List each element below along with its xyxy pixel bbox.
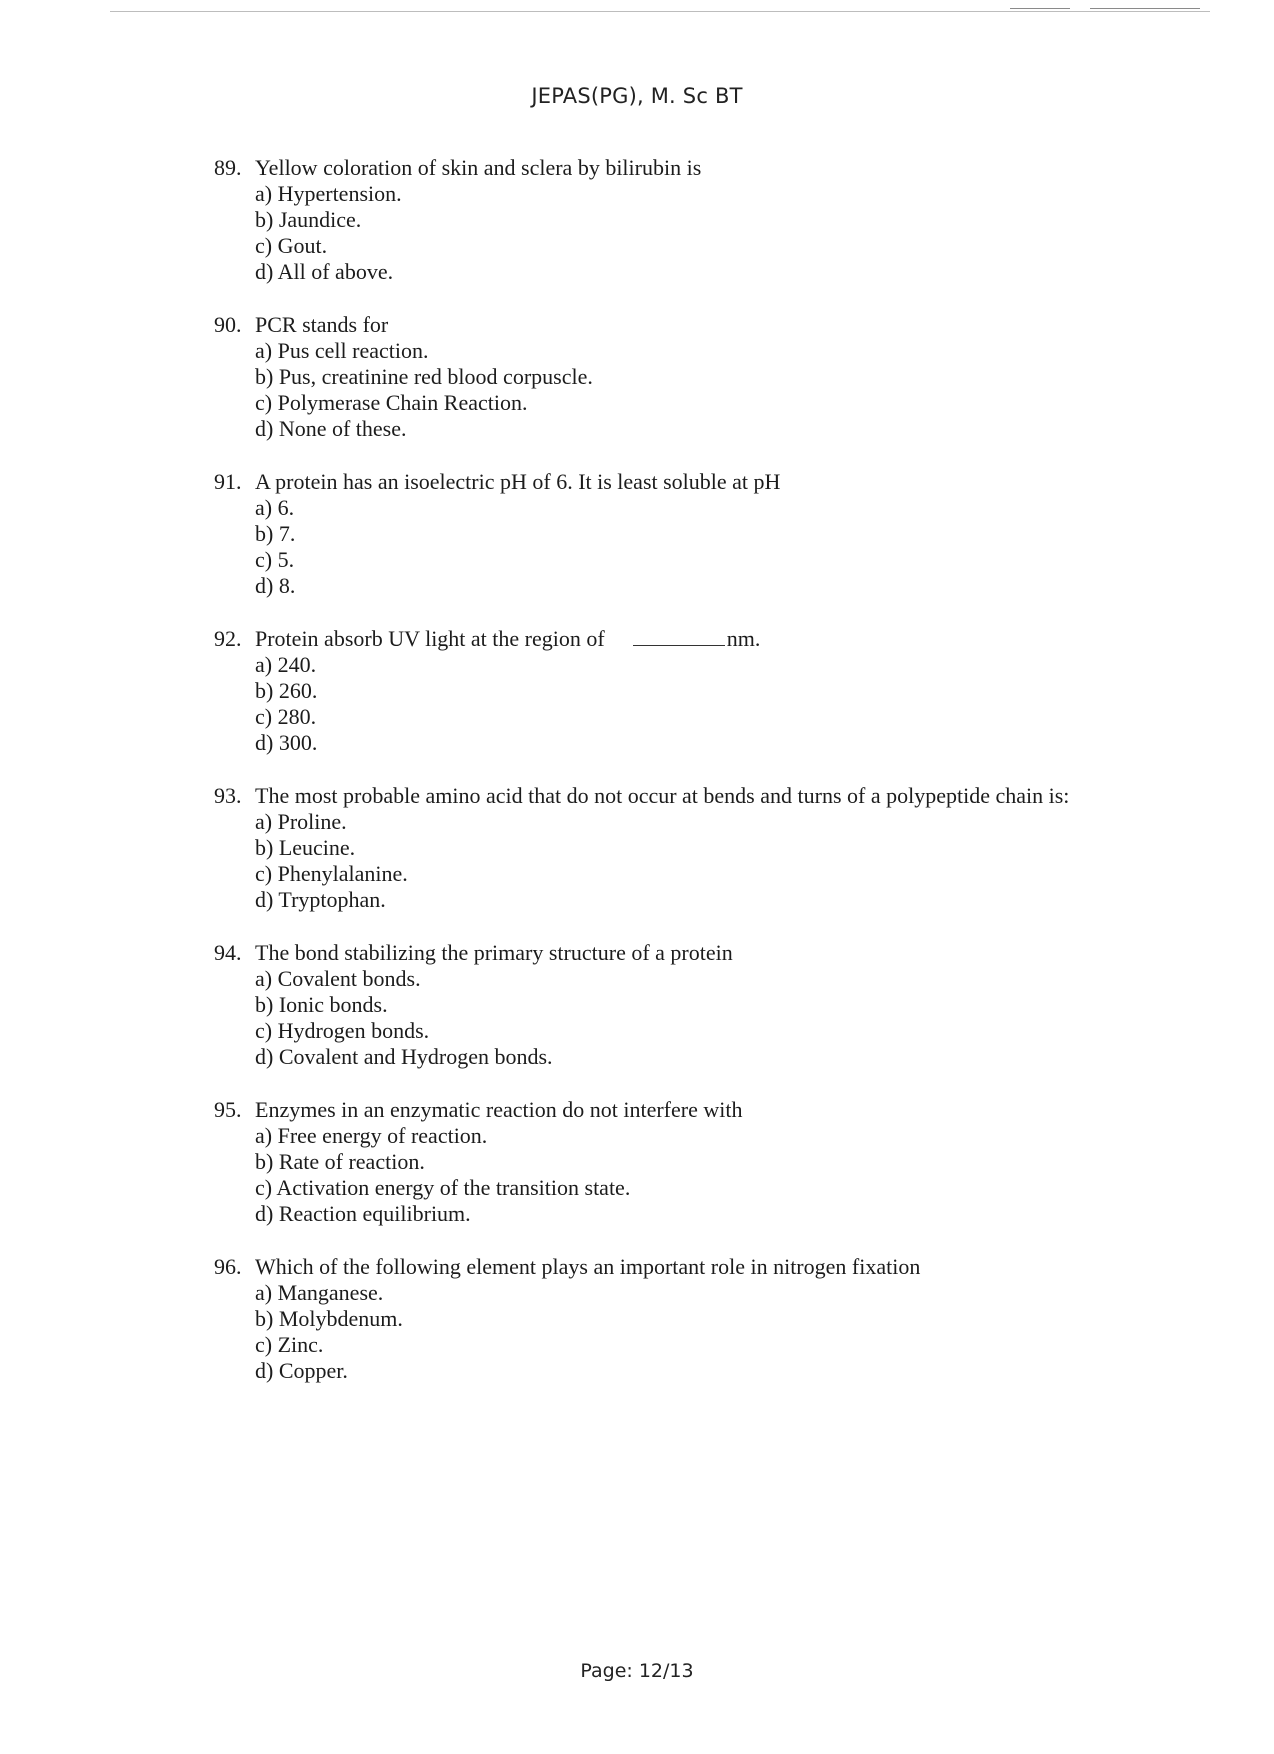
option-a: a) 6. [255, 495, 295, 520]
question-text: The most probable amino acid that do not occur at bends and turns of a polypeptide chain is: [255, 783, 1070, 808]
question-stem [214, 1254, 1114, 1280]
option-list [214, 181, 1114, 285]
question-94 [214, 940, 1114, 1070]
option-a: a) Hypertension. [255, 181, 402, 206]
option-d: d) Reaction equilibrium. [255, 1201, 471, 1226]
option-d: d) 300. [255, 730, 318, 755]
option-c: c) Polymerase Chain Reaction. [255, 390, 528, 415]
question-90 [214, 312, 1114, 442]
scan-top-mark [1090, 8, 1200, 9]
option-b: b) Ionic bonds. [255, 992, 388, 1017]
question-number: 95. [214, 1097, 242, 1122]
option-list [214, 652, 1114, 756]
question-text: The bond stabilizing the primary structure of a protein [255, 940, 733, 965]
option-b: b) Jaundice. [255, 207, 362, 232]
question-93 [214, 783, 1114, 913]
question-number: 93. [214, 783, 242, 808]
option-c: c) Zinc. [255, 1332, 324, 1357]
question-number: 89. [214, 155, 242, 180]
question-89 [214, 155, 1114, 285]
option-list [214, 966, 1114, 1070]
option-list [214, 1280, 1114, 1384]
question-stem [214, 626, 1114, 652]
question-number: 92. [214, 626, 242, 651]
option-d: d) Covalent and Hydrogen bonds. [255, 1044, 553, 1069]
option-list [214, 338, 1114, 442]
option-d: d) 8. [255, 573, 296, 598]
question-stem [214, 1097, 1114, 1123]
question-text: Enzymes in an enzymatic reaction do not interfere with [255, 1097, 743, 1122]
question-text: Which of the following element plays an important role in nitrogen fixation [255, 1254, 921, 1279]
question-text: Protein absorb UV light at the region of [255, 626, 605, 651]
option-c: c) Hydrogen bonds. [255, 1018, 430, 1043]
question-text: A protein has an isoelectric pH of 6. It is least soluble at pH [255, 469, 781, 494]
question-stem [214, 940, 1114, 966]
answer-blank [633, 627, 725, 646]
option-c: c) 280. [255, 704, 317, 729]
option-b: b) Leucine. [255, 835, 356, 860]
page-header-title: JEPAS(PG), M. Sc BT [531, 84, 743, 108]
option-a: a) Covalent bonds. [255, 966, 421, 991]
option-list [214, 809, 1114, 913]
option-d: d) None of these. [255, 416, 407, 441]
question-92 [214, 626, 1114, 756]
option-b: b) 260. [255, 678, 318, 703]
option-a: a) 240. [255, 652, 317, 677]
question-text: Yellow coloration of skin and sclera by bilirubin is [255, 155, 702, 180]
option-a: a) Pus cell reaction. [255, 338, 429, 363]
option-list [214, 1123, 1114, 1227]
question-stem [214, 469, 1114, 495]
question-91 [214, 469, 1114, 599]
option-c: c) Phenylalanine. [255, 861, 408, 886]
question-95 [214, 1097, 1114, 1227]
question-text: PCR stands for [255, 312, 389, 337]
option-b: b) Rate of reaction. [255, 1149, 425, 1174]
option-b: b) Molybdenum. [255, 1306, 403, 1331]
option-d: d) Tryptophan. [255, 887, 386, 912]
question-stem [214, 155, 1114, 181]
question-number: 94. [214, 940, 242, 965]
question-stem [214, 783, 1114, 809]
question-text-unit: nm. [726, 626, 761, 651]
option-d: d) Copper. [255, 1358, 348, 1383]
option-b: b) Pus, creatinine red blood corpuscle. [255, 364, 593, 389]
option-c: c) Activation energy of the transition state. [255, 1175, 631, 1200]
question-number: 96. [214, 1254, 242, 1279]
option-d: d) All of above. [255, 259, 394, 284]
page-number: Page: 12/13 [580, 1660, 694, 1682]
option-c: c) 5. [255, 547, 295, 572]
option-list [214, 495, 1114, 599]
question-96 [214, 1254, 1114, 1384]
scan-top-mark [1010, 8, 1070, 9]
option-b: b) 7. [255, 521, 296, 546]
scan-top-rule [110, 11, 1210, 12]
option-a: a) Free energy of reaction. [255, 1123, 488, 1148]
option-c: c) Gout. [255, 233, 328, 258]
option-a: a) Proline. [255, 809, 347, 834]
question-stem [214, 312, 1114, 338]
option-a: a) Manganese. [255, 1280, 384, 1305]
question-list [214, 155, 1114, 1411]
question-number: 91. [214, 469, 242, 494]
question-number: 90. [214, 312, 242, 337]
